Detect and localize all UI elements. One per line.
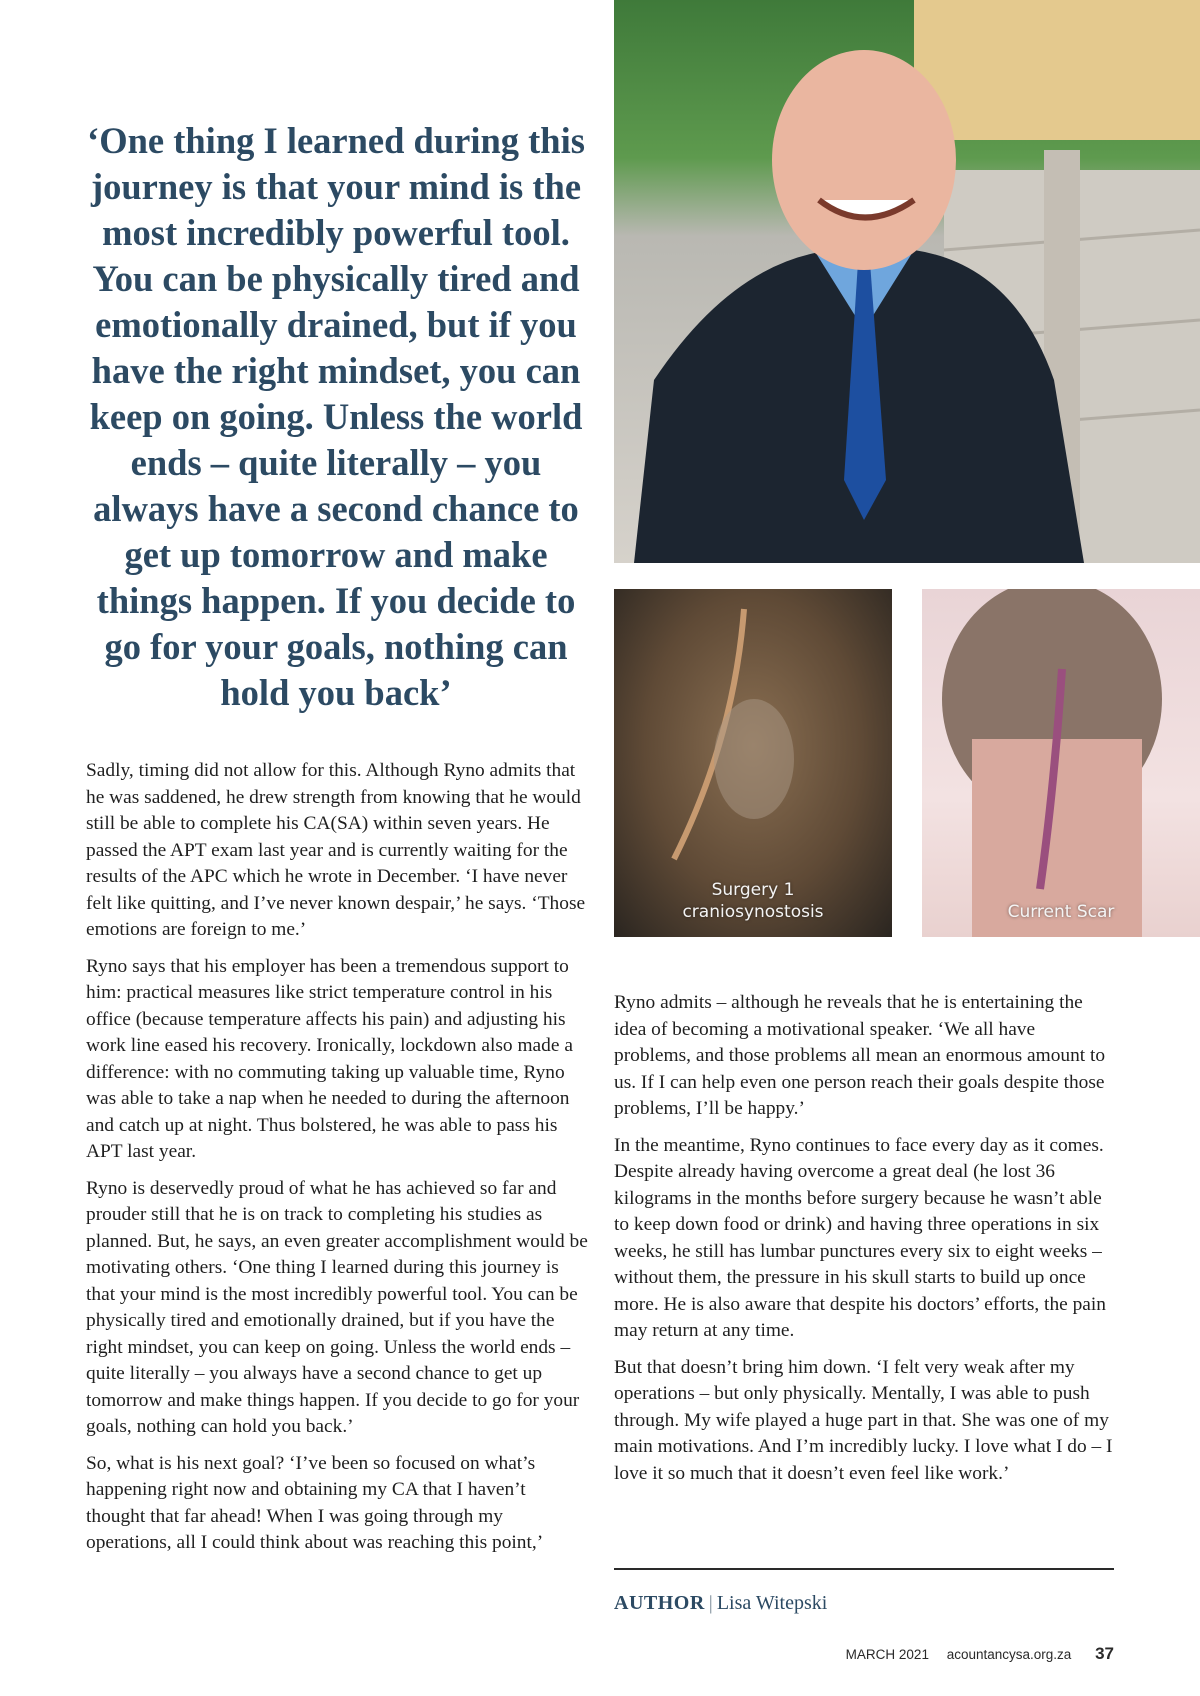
page-number: 37 <box>1095 1644 1114 1663</box>
author-divider <box>614 1568 1114 1570</box>
pull-quote: ‘One thing I learned during this journey is that your mind is the most incredibly powerful tool. You can be physically tired and emotionally drained, but if you have the right mindset, you can keep on going. Unless the world ends – quite literally – you always have a second chance to get up tomorrow and make things happen. If you decide to go for your goals, nothing can hold you back’ <box>87 120 585 713</box>
paragraph: So, what is his next goal? ‘I’ve been so focused on what’s happening right now and obtaining my CA that I haven’t thought that far ahead! When I was going through my operations, all I could think about was reaching this point,’ <box>86 1452 544 1553</box>
surgery-caption-line1: Surgery 1 <box>711 880 795 900</box>
surgery-caption-line2: craniosynostosis <box>682 902 824 922</box>
author-separator: | <box>708 1592 713 1614</box>
current-scar-caption: Current Scar <box>1007 902 1115 922</box>
paragraph: In the meantime, Ryno continues to face every day as it comes. Despite already having overcome a great deal (he lost 36 kilograms in the months before surgery because he wasn’t able to keep down food or drink) and having three operations in six weeks, he still has lumbar punctures every six to eight weeks – without them, the pressure in his skull starts to build up once more. He is also aware that despite his doctors’ efforts, the pain may return at any time. <box>614 1134 1106 1341</box>
paragraph: But that doesn’t bring him down. ‘I felt very weak after my operations – but only physically. Mentally, I was able to push through. My wife played a huge part in that. She was one of my main motivations. And I’m incredibly lucky. I love what I do – I love it so much that it doesn’t even feel like work.’ <box>614 1356 1113 1484</box>
left-column <box>86 758 588 1567</box>
author-label: AUTHOR <box>614 1592 705 1614</box>
paragraph: Ryno says that his employer has been a tremendous support to him: practical measures like strict temperature control in his office (because temperature affects his pain) and adjusting his work line eased his recovery. Ironically, lockdown also made a difference: with no commuting taking up valuable time, Ryno was able to take a nap when he needed to during the afternoon and catch up at night. Thus bolstered, he was able to pass his APT last year. <box>86 955 573 1162</box>
author-name: Lisa Witepski <box>716 1592 828 1614</box>
neck-scar-illustration <box>922 589 1200 937</box>
website[interactable]: acountancysa.org.za <box>946 1647 1072 1662</box>
portrait-illustration <box>614 0 1200 563</box>
page-footer <box>832 1644 1114 1664</box>
portrait-photo <box>614 0 1200 563</box>
right-column <box>614 990 1116 1497</box>
author-credit <box>614 1592 827 1615</box>
paragraph: Sadly, timing did not allow for this. Although Ryno admits that he was saddened, he drew strength from knowing that he would still be able to complete his CA(SA) within seven years. He passed the APT exam last year and is currently waiting for the results of the APC which he wrote in December. ‘I have never felt like quitting, and I’ve never known despair,’ he says. ‘Those emotions are foreign to me.’ <box>86 760 586 940</box>
current-scar-photo <box>922 589 1200 937</box>
paragraph: Ryno is deservedly proud of what he has achieved so far and prouder still that he is on track to completing his studies as planned. But, he says, an even greater accomplishment would be motivating others. ‘One thing I learned during this journey is that your mind is the most incredibly powerful tool. You can be physically tired and emotionally drained, but if you have the right mindset, you can keep on going. Unless the world ends – quite literally – you always have a second chance to get up tomorrow and make things happen. If you decide to go for your goals, nothing can hold you back.’ <box>86 1177 588 1437</box>
issue-date: MARCH 2021 <box>845 1647 929 1662</box>
surgery-photo <box>614 589 892 937</box>
surgery-caption <box>614 879 892 923</box>
paragraph: Ryno admits – although he reveals that he is entertaining the idea of becoming a motivational speaker. ‘We all have problems, and those problems all mean an enormous amount to us. If I can help even one person reach their goals despite those problems, I’ll be happy.’ <box>614 992 1106 1119</box>
